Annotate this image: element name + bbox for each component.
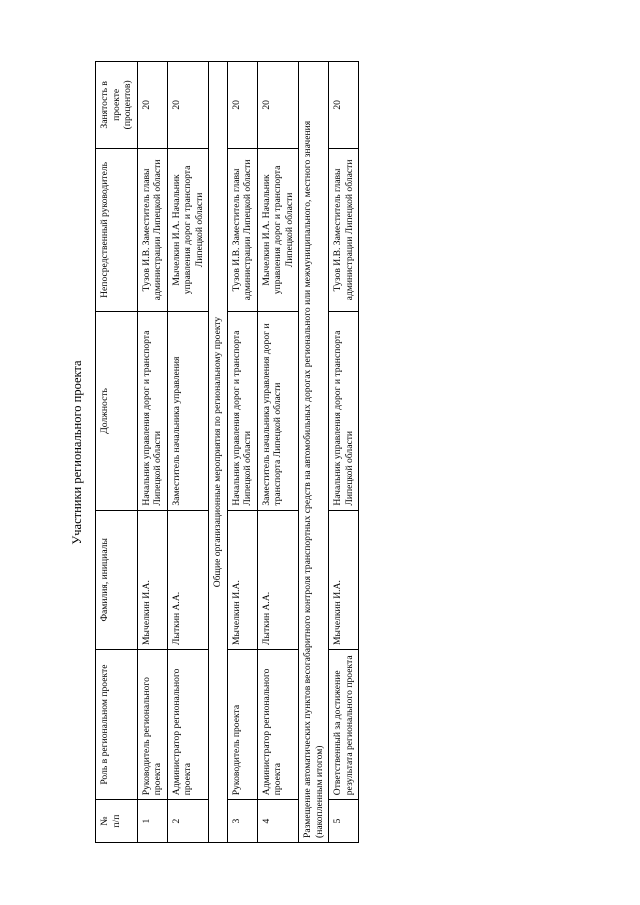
row-position: Заместитель начальника управления bbox=[167, 312, 209, 511]
row-no: 4 bbox=[257, 800, 299, 843]
row-name: Мычелкин И.А. bbox=[329, 510, 359, 649]
row-no: 3 bbox=[227, 800, 257, 843]
header-role: Роль в региональном проекте bbox=[96, 649, 138, 799]
row-role: Ответственный за достижение результата регионального проекта bbox=[329, 649, 359, 799]
header-position: Должность bbox=[96, 312, 138, 511]
row-supervisor: Мычелкин И.А. Начальник управления дорог и транспорта Липецкой области bbox=[257, 148, 299, 311]
section-heading-weight-control: Размещение автоматических пунктов весогабаритного контроля транспортных средств на автомобильных дорогах регионального или межмуниципального, местного значения (накопленным итогом) bbox=[299, 62, 329, 843]
row-position: Начальник управления дорог и транспорта Липецкой области bbox=[227, 312, 257, 511]
row-load: 20 bbox=[167, 62, 209, 149]
row-role: Руководитель проекта bbox=[227, 649, 257, 799]
row-role: Администратор регионального проекта bbox=[257, 649, 299, 799]
row-no: 1 bbox=[137, 800, 167, 843]
table-header-row bbox=[96, 62, 138, 843]
row-load: 20 bbox=[227, 62, 257, 149]
row-load: 20 bbox=[257, 62, 299, 149]
page-title: Участники регионального проекта bbox=[70, 360, 84, 545]
row-supervisor: Мычелкин И.А. Начальник управления дорог и транспорта Липецкой области bbox=[167, 148, 209, 311]
row-name: Мычелкин И.А. bbox=[227, 510, 257, 649]
row-role: Администратор регионального проекта bbox=[167, 649, 209, 799]
table-row bbox=[257, 62, 299, 843]
table-row bbox=[329, 62, 359, 843]
row-name: Лыткин А.А. bbox=[257, 510, 299, 649]
row-position: Начальник управления дорог и транспорта Липецкой области bbox=[137, 312, 167, 511]
row-position: Начальник управления дорог и транспорта Липецкой области bbox=[329, 312, 359, 511]
row-name: Лыткин А.А. bbox=[167, 510, 209, 649]
row-no: 2 bbox=[167, 800, 209, 843]
row-load: 20 bbox=[137, 62, 167, 149]
header-name: Фамилия, инициалы bbox=[96, 510, 138, 649]
row-supervisor: Тузов И.В. Заместитель главы администрации Липецкой области bbox=[227, 148, 257, 311]
row-load: 20 bbox=[329, 62, 359, 149]
table-row bbox=[227, 62, 257, 843]
section-row bbox=[299, 62, 329, 843]
table-row bbox=[137, 62, 167, 843]
section-heading-general: Общие организационные мероприятия по региональному проекту bbox=[209, 62, 228, 843]
table-row bbox=[167, 62, 209, 843]
header-supervisor: Непосредственный руководитель bbox=[96, 148, 138, 311]
row-position: Заместитель начальника управления дорог и транспорта Липецкой области bbox=[257, 312, 299, 511]
header-no: № п/п bbox=[96, 800, 138, 843]
row-role: Руководитель регионального проекта bbox=[137, 649, 167, 799]
row-name: Мычелкин И.А. bbox=[137, 510, 167, 649]
row-supervisor: Тузов И.В. Заместитель главы администрации Липецкой области bbox=[137, 148, 167, 311]
row-supervisor: Тузов И.В. Заместитель главы администрации Липецкой области bbox=[329, 148, 359, 311]
section-row bbox=[209, 62, 228, 843]
header-load: Занятость в проекте (процентов) bbox=[96, 62, 138, 149]
participants-table bbox=[95, 61, 359, 843]
row-no: 5 bbox=[329, 800, 359, 843]
